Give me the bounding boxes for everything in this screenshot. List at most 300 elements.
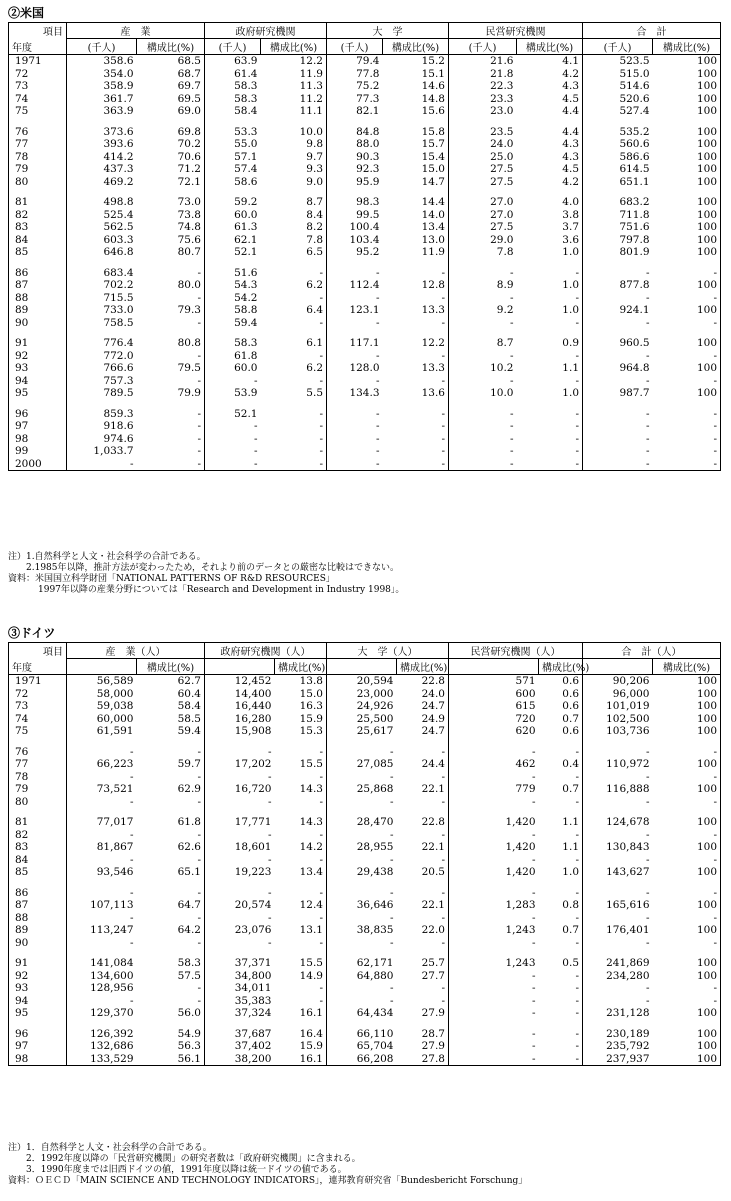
- value-cell: 4.4: [517, 105, 583, 118]
- value-cell: 7.8: [496, 246, 514, 258]
- value-cell: 27.5: [490, 163, 514, 175]
- value-cell: 0.8: [539, 899, 583, 912]
- unit-header: (千人): [449, 39, 517, 55]
- value-cell: 126,392: [90, 1027, 134, 1040]
- value-cell: -: [517, 408, 583, 421]
- table-row: [9, 970, 721, 983]
- value-cell: 124,678: [606, 816, 650, 828]
- value-cell: -: [645, 316, 650, 329]
- value-cell: 15.4: [383, 151, 449, 164]
- de-notes: [8, 1143, 527, 1187]
- value-cell: -: [653, 912, 721, 925]
- year-cell: 88: [9, 292, 67, 305]
- ratio-header: 構成比(%): [137, 39, 205, 55]
- value-cell: -: [129, 745, 134, 758]
- value-cell: 58.8: [234, 304, 258, 316]
- value-cell: -: [653, 420, 721, 433]
- value-cell: 437.3: [103, 163, 134, 175]
- value-cell: 14.3: [275, 783, 327, 796]
- value-cell: 58.3: [234, 80, 258, 92]
- value-cell: -: [261, 267, 327, 280]
- year-cell: 93: [9, 982, 67, 995]
- value-cell: 13.8: [275, 675, 327, 688]
- value-cell: 23,000: [356, 687, 394, 700]
- year-cell: 80: [9, 796, 67, 809]
- value-cell: 73,521: [96, 783, 134, 795]
- value-cell: -: [645, 266, 650, 279]
- value-cell: 128,956: [90, 982, 134, 994]
- table-row: [9, 196, 721, 209]
- value-cell: 58,000: [96, 687, 134, 700]
- value-cell: 1.0: [517, 246, 583, 259]
- value-cell: -: [539, 887, 583, 900]
- unit-header: (千人): [583, 39, 653, 55]
- value-cell: -: [531, 1040, 536, 1052]
- value-cell: 59.4: [137, 725, 205, 738]
- table-row: [9, 854, 721, 867]
- value-cell: 61,591: [96, 725, 134, 737]
- value-cell: 361.7: [103, 92, 134, 105]
- value-cell: -: [509, 407, 514, 420]
- value-cell: 100: [653, 866, 721, 879]
- value-cell: 88.0: [356, 138, 380, 150]
- value-cell: -: [645, 853, 650, 866]
- table-row: [9, 234, 721, 247]
- value-cell: -: [539, 1028, 583, 1041]
- value-cell: 59.7: [137, 758, 205, 771]
- table-row: [9, 138, 721, 151]
- value-cell: -: [389, 770, 394, 783]
- value-cell: 100: [653, 783, 721, 796]
- value-cell: -: [275, 995, 327, 1008]
- table-row: [9, 841, 721, 854]
- value-cell: 70.2: [137, 138, 205, 151]
- value-cell: 58.5: [137, 713, 205, 726]
- year-cell: 1971: [9, 55, 67, 68]
- value-cell: 58.6: [234, 175, 258, 188]
- value-cell: -: [261, 445, 327, 458]
- year-cell: 86: [9, 267, 67, 280]
- value-cell: -: [397, 771, 449, 784]
- value-cell: 28.7: [397, 1028, 449, 1041]
- value-cell: -: [389, 936, 394, 949]
- value-cell: 9.2: [496, 304, 514, 316]
- value-cell: -: [509, 432, 514, 445]
- value-cell: 24.4: [397, 758, 449, 771]
- value-cell: 779: [515, 783, 536, 795]
- value-cell: 13.6: [383, 387, 449, 400]
- value-cell: 960.5: [619, 337, 650, 349]
- value-cell: 720: [515, 712, 536, 725]
- value-cell: 23.0: [490, 105, 514, 117]
- value-cell: -: [129, 911, 134, 924]
- value-cell: -: [253, 374, 258, 387]
- value-cell: 918.6: [103, 420, 134, 432]
- value-cell: 100: [653, 176, 721, 189]
- value-cell: 1,243: [505, 957, 536, 969]
- value-cell: 24.0: [490, 138, 514, 150]
- table-row: [9, 151, 721, 164]
- value-cell: 59.2: [234, 196, 258, 208]
- value-cell: 53.9: [234, 387, 258, 399]
- value-cell: 6.5: [261, 246, 327, 259]
- table-row: [9, 1028, 721, 1041]
- value-cell: 1.0: [517, 387, 583, 400]
- year-cell: 79: [9, 783, 67, 796]
- industry-header: 産 業（人）: [67, 643, 205, 659]
- value-cell: -: [539, 746, 583, 759]
- value-cell: 56.0: [137, 1007, 205, 1020]
- value-cell: -: [383, 420, 449, 433]
- value-cell: -: [531, 795, 536, 808]
- year-cell: 87: [9, 279, 67, 292]
- value-cell: 859.3: [103, 407, 134, 420]
- value-cell: -: [327, 458, 383, 471]
- table-row: [9, 924, 721, 937]
- value-cell: 13.3: [383, 304, 449, 317]
- value-cell: -: [137, 854, 205, 867]
- value-cell: 11.2: [261, 93, 327, 106]
- value-cell: 230,189: [606, 1027, 650, 1040]
- table-row: [9, 796, 721, 809]
- value-cell: 100.4: [349, 221, 380, 233]
- group-spacer: [9, 400, 721, 408]
- value-cell: 103,736: [606, 725, 650, 737]
- table-row: [9, 758, 721, 771]
- value-cell: -: [275, 937, 327, 950]
- value-cell: 100: [653, 700, 721, 713]
- value-cell: -: [137, 746, 205, 759]
- value-cell: -: [653, 937, 721, 950]
- value-cell: 71.2: [137, 163, 205, 176]
- value-cell: 65.1: [137, 866, 205, 879]
- value-cell: -: [275, 771, 327, 784]
- private-institutes-header: 民営研究機関（人）: [449, 643, 583, 659]
- value-cell: -: [267, 936, 272, 949]
- value-cell: -: [275, 746, 327, 759]
- value-cell: -: [509, 445, 514, 457]
- value-cell: -: [389, 886, 394, 899]
- value-cell: 72.1: [137, 176, 205, 189]
- value-cell: -: [375, 291, 380, 304]
- value-cell: -: [375, 374, 380, 387]
- value-cell: -: [383, 350, 449, 363]
- value-cell: 64,880: [356, 969, 394, 982]
- value-cell: 100: [653, 80, 721, 93]
- value-cell: 15.0: [383, 163, 449, 176]
- year-cell: 98: [9, 433, 67, 446]
- value-cell: 55.0: [234, 138, 258, 150]
- value-cell: 772.0: [103, 349, 134, 362]
- year-cell: 77: [9, 758, 67, 771]
- value-cell: 66,208: [327, 1053, 397, 1066]
- value-cell: -: [137, 420, 205, 433]
- value-cell: -: [517, 375, 583, 388]
- table-row: [9, 1040, 721, 1053]
- value-cell: 651.1: [619, 175, 650, 188]
- value-cell: -: [645, 886, 650, 899]
- value-cell: 23.5: [490, 125, 514, 138]
- value-cell: 100: [653, 725, 721, 738]
- value-cell: -: [509, 266, 514, 279]
- value-cell: 100: [653, 362, 721, 375]
- group-spacer: [9, 329, 721, 337]
- value-cell: 60,000: [96, 712, 134, 725]
- value-cell: 22.0: [397, 924, 449, 937]
- value-cell: 1,420: [505, 841, 536, 853]
- value-cell: -: [645, 795, 650, 808]
- value-cell: 25,617: [356, 725, 394, 737]
- year-cell: 95: [9, 1007, 67, 1020]
- value-cell: 10.0: [261, 126, 327, 139]
- value-cell: -: [383, 375, 449, 388]
- value-cell: 116,888: [606, 783, 650, 795]
- value-cell: 22.8: [397, 675, 449, 688]
- total-header: 合 計: [583, 23, 721, 39]
- value-cell: -: [531, 828, 536, 841]
- value-cell: 37,402: [234, 1040, 272, 1052]
- value-cell: 29.0: [490, 233, 514, 246]
- value-cell: 61.8: [234, 349, 258, 362]
- table-row: [9, 55, 721, 68]
- value-cell: 90,206: [612, 675, 650, 687]
- value-cell: -: [383, 408, 449, 421]
- value-cell: 62.1: [234, 233, 258, 246]
- unit-header-blank: [327, 659, 397, 675]
- value-cell: -: [383, 292, 449, 305]
- value-cell: -: [383, 317, 449, 330]
- value-cell: 15.7: [383, 138, 449, 151]
- value-cell: -: [653, 458, 721, 471]
- value-cell: 22.1: [397, 841, 449, 854]
- value-cell: 15.5: [275, 957, 327, 970]
- value-cell: 99.5: [356, 208, 380, 221]
- table-row: [9, 816, 721, 829]
- government-header: 政府研究機関（人）: [205, 643, 327, 659]
- value-cell: -: [653, 350, 721, 363]
- value-cell: 63.9: [234, 55, 258, 67]
- value-cell: -: [539, 1053, 583, 1066]
- value-cell: 0.5: [539, 957, 583, 970]
- value-cell: 25.0: [490, 150, 514, 163]
- value-cell: -: [397, 982, 449, 995]
- value-cell: 24.9: [397, 713, 449, 726]
- table-row: [9, 163, 721, 176]
- us-researchers-table: [8, 22, 721, 471]
- value-cell: -: [261, 292, 327, 305]
- value-cell: 14.9: [275, 970, 327, 983]
- value-cell: 100: [653, 151, 721, 164]
- value-cell: 37,687: [234, 1027, 272, 1040]
- value-cell: 133,529: [67, 1053, 137, 1066]
- ratio-header: 構成比(%): [653, 39, 721, 55]
- value-cell: -: [531, 982, 536, 994]
- value-cell: 14.0: [383, 209, 449, 222]
- value-cell: 231,128: [606, 1007, 650, 1019]
- table-row: [9, 995, 721, 1008]
- year-cell: 87: [9, 899, 67, 912]
- table-row: [9, 350, 721, 363]
- value-cell: 0.7: [539, 713, 583, 726]
- value-cell: 373.6: [103, 125, 134, 138]
- us-source: 資料：米国国立科学財団「NATIONAL PATTERNS OF R&D RESOURCES」: [8, 574, 335, 584]
- value-cell: -: [517, 317, 583, 330]
- value-cell: 1.1: [517, 362, 583, 375]
- value-cell: 74.8: [137, 221, 205, 234]
- value-cell: 12.2: [261, 55, 327, 68]
- value-cell: -: [539, 912, 583, 925]
- value-cell: 24.7: [397, 725, 449, 738]
- value-cell: 14.4: [383, 196, 449, 209]
- year-cell: 76: [9, 126, 67, 139]
- table-row: [9, 176, 721, 189]
- value-cell: -: [517, 350, 583, 363]
- de-note-3: 3．1990年度までは旧西ドイツの値，1991年度以降は統一ドイツの値である。: [26, 1165, 347, 1175]
- value-cell: -: [645, 407, 650, 420]
- value-cell: 38,200: [205, 1053, 275, 1066]
- value-cell: -: [645, 374, 650, 387]
- value-cell: 24.7: [397, 700, 449, 713]
- item-header: 項目: [9, 23, 67, 39]
- value-cell: 79.4: [356, 55, 380, 67]
- value-cell: -: [261, 433, 327, 446]
- value-cell: 62,171: [356, 957, 394, 969]
- value-cell: 0.9: [517, 337, 583, 350]
- value-cell: 24,926: [356, 700, 394, 712]
- value-cell: 16.1: [275, 1053, 327, 1066]
- value-cell: -: [137, 912, 205, 925]
- value-cell: -: [509, 316, 514, 329]
- value-cell: 100: [653, 713, 721, 726]
- value-cell: 1.0: [517, 279, 583, 292]
- value-cell: -: [267, 911, 272, 924]
- us-notes: [8, 552, 404, 596]
- value-cell: 28,955: [356, 841, 394, 853]
- value-cell: 100: [653, 304, 721, 317]
- value-cell: 62.9: [137, 783, 205, 796]
- value-cell: 877.8: [619, 279, 650, 291]
- value-cell: 100: [653, 209, 721, 222]
- value-cell: -: [449, 1053, 539, 1066]
- value-cell: 129,370: [90, 1007, 134, 1019]
- value-cell: 100: [653, 196, 721, 209]
- us-note-2: 2.1985年以降，推計方法が変わったため，それより前のデータとの厳密な比較はできない。: [26, 563, 400, 573]
- value-cell: -: [137, 375, 205, 388]
- table-row: [9, 1053, 721, 1066]
- value-cell: -: [645, 420, 650, 432]
- value-cell: 358.9: [103, 80, 134, 92]
- value-cell: 14.2: [275, 841, 327, 854]
- value-cell: 25,868: [356, 783, 394, 795]
- de-section-title: ③ドイツ: [8, 626, 56, 640]
- value-cell: -: [531, 886, 536, 899]
- value-cell: -: [645, 994, 650, 1007]
- value-cell: 20.5: [397, 866, 449, 879]
- year-header: 年度: [9, 39, 67, 55]
- value-cell: 237,937: [583, 1053, 653, 1066]
- year-cell: 84: [9, 854, 67, 867]
- value-cell: 801.9: [619, 246, 650, 258]
- value-cell: 702.2: [103, 279, 134, 291]
- value-cell: -: [653, 317, 721, 330]
- value-cell: 1,283: [505, 899, 536, 911]
- value-cell: 14.6: [383, 80, 449, 93]
- value-cell: 789.5: [103, 387, 134, 399]
- value-cell: 100: [653, 688, 721, 701]
- value-cell: 95.9: [356, 175, 380, 188]
- value-cell: 61.4: [234, 67, 258, 80]
- value-cell: -: [389, 982, 394, 994]
- value-cell: -: [137, 829, 205, 842]
- value-cell: -: [539, 771, 583, 784]
- unit-header: (千人): [327, 39, 383, 55]
- year-cell: 78: [9, 771, 67, 784]
- value-cell: 102,500: [606, 712, 650, 725]
- value-cell: 110,972: [606, 758, 650, 770]
- value-cell: -: [531, 969, 536, 982]
- value-cell: 100: [653, 841, 721, 854]
- table-row: [9, 279, 721, 292]
- value-cell: 715.5: [103, 291, 134, 304]
- table-row: [9, 221, 721, 234]
- value-cell: -: [517, 458, 583, 471]
- value-cell: 8.2: [261, 221, 327, 234]
- value-cell: 14.8: [383, 93, 449, 106]
- value-cell: -: [517, 420, 583, 433]
- value-cell: -: [531, 1007, 536, 1019]
- year-cell: 77: [9, 138, 67, 151]
- value-cell: 23,076: [234, 924, 272, 936]
- value-cell: -: [517, 267, 583, 280]
- table-row: [9, 337, 721, 350]
- value-cell: 535.2: [619, 125, 650, 138]
- de-researchers-table: [8, 642, 721, 1066]
- value-cell: 51.6: [234, 266, 258, 279]
- value-cell: 100: [653, 337, 721, 350]
- value-cell: 100: [653, 1007, 721, 1020]
- value-cell: 130,843: [606, 841, 650, 853]
- year-cell: 72: [9, 688, 67, 701]
- value-cell: 35,383: [234, 994, 272, 1007]
- value-cell: -: [261, 375, 327, 388]
- value-cell: 15.3: [275, 725, 327, 738]
- year-cell: 98: [9, 1053, 67, 1066]
- value-cell: -: [375, 445, 380, 457]
- value-cell: 64.2: [137, 924, 205, 937]
- year-cell: 74: [9, 93, 67, 106]
- value-cell: -: [531, 770, 536, 783]
- value-cell: -: [275, 796, 327, 809]
- value-cell: 53.3: [234, 125, 258, 138]
- value-cell: 560.6: [619, 138, 650, 150]
- us-note-1: 注）1.自然科学と人文・社会科学の合計である。: [8, 552, 206, 562]
- value-cell: 15,908: [234, 725, 272, 737]
- value-cell: 95.2: [356, 246, 380, 258]
- value-cell: 100: [653, 1040, 721, 1053]
- value-cell: 100: [653, 221, 721, 234]
- value-cell: 514.6: [619, 80, 650, 92]
- value-cell: -: [137, 796, 205, 809]
- value-cell: -: [653, 267, 721, 280]
- value-cell: 73.0: [137, 196, 205, 209]
- value-cell: -: [383, 445, 449, 458]
- table-row: [9, 866, 721, 879]
- value-cell: -: [389, 994, 394, 1007]
- university-header: 大 学: [327, 23, 449, 39]
- value-cell: 117.1: [349, 337, 380, 349]
- year-cell: 97: [9, 420, 67, 433]
- value-cell: 13.1: [275, 924, 327, 937]
